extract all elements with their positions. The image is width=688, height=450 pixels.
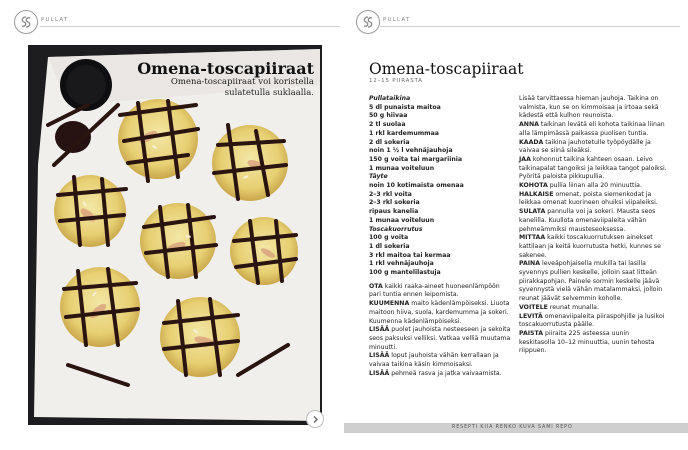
ingredient-item: noin 10 kotimaista omenaa bbox=[369, 182, 464, 190]
step-keyword: LISÄÄ bbox=[369, 326, 390, 334]
instruction-step bbox=[519, 234, 667, 260]
step-text: taikina jauhotetulle työpöydälle ja vaivaa se siinä sileäksi. bbox=[519, 138, 651, 155]
instruction-step bbox=[519, 95, 667, 121]
instruction-step bbox=[519, 208, 667, 234]
ingredient-item: ripaus kanelia bbox=[369, 208, 419, 216]
instruction-step bbox=[369, 370, 513, 379]
ingredient-item: 3 rkl maitoa tai kermaa bbox=[369, 251, 451, 259]
step-text: puolet jauhoista nesteeseen ja sekoita seos paksuksi velliksi. Vatkaa velliä muutama minuutti. bbox=[369, 326, 511, 351]
section-label-left: PULLAT bbox=[41, 17, 69, 23]
credit-text: RESEPTI KIIA RENKO KUVA SAMI REPO bbox=[452, 425, 573, 430]
step-keyword: ANNA bbox=[519, 121, 539, 129]
step-keyword: KAADA bbox=[519, 138, 544, 146]
step-text: reunat munalla. bbox=[547, 303, 599, 311]
ingredient-item: 2–3 rkl sokeria bbox=[369, 199, 420, 207]
step-keyword: MITTAA bbox=[519, 234, 546, 242]
step-keyword: PAINA bbox=[519, 260, 541, 268]
chevron-right-icon[interactable] bbox=[306, 410, 324, 428]
step-keyword: PAISTA bbox=[519, 329, 544, 337]
step-text: leveäpohjaisella mukilla tai lasilla syvennys pullien keskelle, jolloin saat litteän piirakkapohjan. Painele sormin keskelle jäävä syvennystä vielä vähän matalammaksi, jolloin reunat jäävät selvemmin koholle. bbox=[519, 260, 663, 303]
instruction-step bbox=[519, 156, 667, 182]
instruction-list bbox=[369, 283, 513, 379]
recipe-title: Omena-toscapiiraat bbox=[369, 60, 524, 78]
instruction-step bbox=[369, 326, 513, 352]
instruction-step bbox=[519, 304, 667, 313]
recipe-column-1 bbox=[369, 95, 513, 379]
step-text: Lisää tarvittaessa hieman jauhoja. Taikina on valmista, kun se on kimmoisaa ja irtoaa sekä kädestä että kulhon reunoista. bbox=[519, 95, 659, 120]
photo-caption: Omena-toscapiiraat voi koristella sulatetulla suklaalla. bbox=[170, 77, 314, 98]
step-keyword: LISÄÄ bbox=[369, 352, 390, 360]
step-text: piiraita 225 asteessa uunin keskitasolla 10–12 minuuttia, uunin tehosta riippuen. bbox=[519, 329, 655, 355]
ingredient-item: noin 1 ½ l vehnäjauhoja bbox=[369, 147, 453, 155]
instruction-step bbox=[519, 182, 667, 191]
instruction-step bbox=[519, 191, 667, 208]
step-keyword: SULATA bbox=[519, 208, 546, 216]
step-text: loput jauhoista vähän kerrallaan ja vaivaa taikina käsin kimmoisaksi. bbox=[369, 352, 499, 369]
ingredient-item: 100 g voita bbox=[369, 234, 409, 242]
pastry-illustration bbox=[28, 45, 322, 425]
step-keyword: JAA bbox=[519, 155, 531, 163]
header-rule-left bbox=[40, 26, 340, 27]
section-label-right: PULLAT bbox=[383, 17, 411, 23]
ingredient-item: 100 g mantelilastuja bbox=[369, 269, 441, 277]
ingredient-item: 1 rkl vehnäjauhoja bbox=[369, 260, 434, 268]
step-text: pehmeä rasva ja jatka vaivaamista. bbox=[389, 369, 502, 377]
step-keyword: KUUMENNA bbox=[369, 300, 410, 308]
swirl-logo-icon bbox=[356, 10, 380, 34]
step-keyword: HALKAISE bbox=[519, 190, 554, 198]
swirl-logo-icon bbox=[14, 10, 38, 34]
recipe-photo bbox=[28, 45, 322, 425]
instruction-list bbox=[519, 95, 667, 356]
ingredient-list bbox=[369, 95, 513, 278]
ingredient-item: 1 munaa voiteluun bbox=[369, 164, 435, 172]
ingredient-group-header: Pullataikina bbox=[369, 95, 411, 102]
ingredient-group-header: Toscakuorrutus bbox=[369, 225, 423, 233]
ingredient-item: 2 dl sokeria bbox=[369, 138, 410, 146]
step-keyword: LISÄÄ bbox=[369, 369, 390, 377]
step-text: pullia liinan alla 20 minuuttia. bbox=[547, 182, 642, 190]
recipe-column-2 bbox=[519, 95, 667, 356]
instruction-step bbox=[519, 139, 667, 156]
instruction-step bbox=[519, 330, 667, 356]
step-text: kaikki raaka-aineet huoneenlämpöön pari tuntia ennen leipomista. bbox=[369, 282, 500, 299]
instruction-step bbox=[519, 121, 667, 138]
step-text: kaikki toscakuorrutuksen ainekset kattilaan ja keitä kuorrutusta hetki, kunnes se sakenee. bbox=[519, 234, 661, 259]
step-keyword: OTA bbox=[369, 282, 383, 290]
ingredient-item: 150 g voita tai margariinia bbox=[369, 155, 463, 163]
step-keyword: VOITELE bbox=[519, 303, 548, 311]
step-text: omenaviipaleita piiraspohjille ja lusikoi toscakuorrutusta päälle. bbox=[519, 312, 665, 329]
step-text: kohonnut taikina kahteen osaan. Leivo taikinapalat tangoiksi ja leikkaa tangot paloiksi. Pyöritä paloista pikkupullia. bbox=[519, 155, 667, 181]
step-keyword: LEVITÄ bbox=[519, 312, 543, 320]
recipe-yield: 12–15 PIIRASTA bbox=[369, 78, 423, 84]
ingredient-item: 50 g hiivaa bbox=[369, 112, 408, 120]
ingredient-item: 1 munaa voiteluun bbox=[369, 216, 435, 224]
step-keyword: KOHOTA bbox=[519, 182, 548, 190]
step-text: taikinan levätä eli kohota taikinaa liinan alla lämpimässä paikassa puolisen tuntia. bbox=[519, 121, 665, 137]
step-text: pannulla voi ja sokeri. Mausta seos kanelilla. Kuullota omenaviipaleita vähän pehmeämmiksi mausteseoksessa. bbox=[519, 208, 656, 233]
instruction-step bbox=[369, 352, 513, 369]
ingredient-item: 2–3 rkl voita bbox=[369, 190, 412, 198]
header-rule-right bbox=[380, 26, 680, 27]
photo-title: Omena-toscapiiraat bbox=[137, 59, 314, 78]
ingredient-group-header: Täyte bbox=[369, 173, 388, 181]
step-text: omenat, poista siemenkodat ja leikkaa omenat kuorineen ohuiksi viipaleiksi. bbox=[519, 190, 658, 207]
instruction-step bbox=[519, 313, 667, 330]
ingredient-item: 2 tl suolaa bbox=[369, 121, 406, 129]
credit-bar bbox=[344, 423, 688, 433]
instruction-step bbox=[369, 300, 513, 326]
ingredient-item: 1 dl sokeria bbox=[369, 242, 410, 250]
ingredient-item: 5 dl punaista maitoa bbox=[369, 103, 441, 111]
step-text: maito kädenlämpöiseksi. Liuota maitoon hiiva, suola, kardemumma ja sokeri. Kuumenna kädenlämpöiseksi. bbox=[369, 300, 510, 325]
instruction-step bbox=[519, 260, 667, 304]
ingredient-item: 1 rkl kardemummaa bbox=[369, 129, 439, 137]
instruction-step bbox=[369, 283, 513, 300]
